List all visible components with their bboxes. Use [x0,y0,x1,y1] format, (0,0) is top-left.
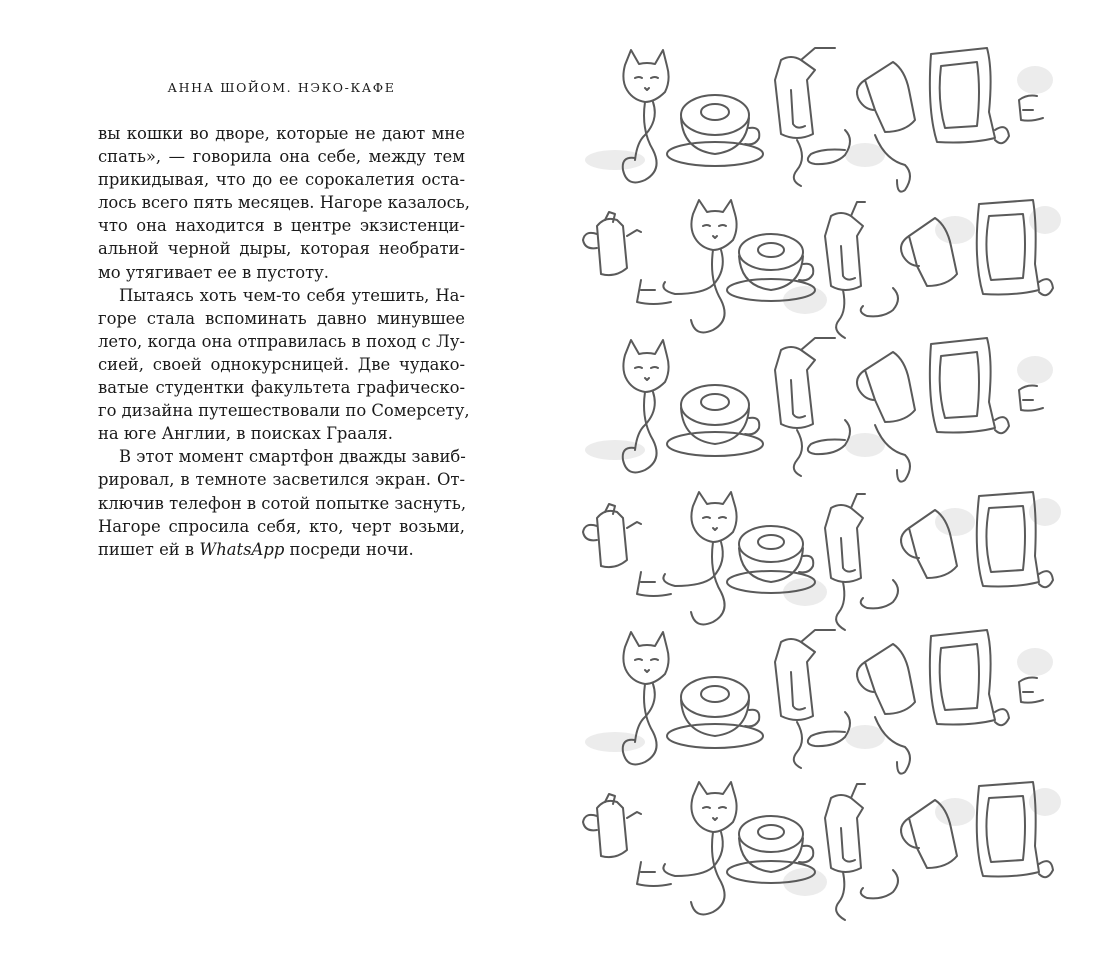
app-name: WhatsApp [199,539,285,559]
text-line: прикидывая, что до ее сорокалетия оста- [98,170,465,190]
text-line: сией, своей однокурсницей. Две чудако- [98,354,465,374]
text-line: ватые студентки факультета графическо- [98,378,465,398]
text-line: на юге Англии, в поисках Грааля. [98,424,393,444]
pattern-row [575,190,1085,340]
text-line: лето, когда она отправилась в поход с Лу- [98,331,465,351]
body-text [98,122,470,561]
text-line: Нагоре спросила себя, кто, черт возьми, [98,516,465,536]
right-page-illustration [575,30,1085,930]
pattern-row [575,482,1085,632]
text-line: рировал, в темноте засветился экран. От- [98,470,465,490]
text-line [98,538,465,561]
text-line: го дизайна путешествовали по Сомерсету, [98,401,470,421]
pattern-row [575,40,1085,190]
text-line: что она находится в центре экзистенци- [98,216,465,236]
text-line: альной черной дыры, которая необрати- [98,239,465,259]
text-line: спать», — говорила она себе, между тем [98,147,465,167]
text-line: вы кошки во дворе, которые не дают мне [98,124,465,143]
text-line: Пытаясь хоть чем-то себя утешить, На- [119,285,465,305]
text-line: лось всего пять месяцев. Нагоре казалось, [98,193,470,213]
pattern-row [575,772,1085,922]
text-fragment: пишет ей в [98,539,200,559]
paragraph-3 [98,445,465,560]
text-line: горе стала вспоминать давно минувшее [98,308,465,328]
text-fragment: посреди ночи. [284,539,414,559]
pattern-row [575,622,1085,772]
paragraph-2 [98,284,470,446]
text-line: мо утягивает ее в пустоту. [98,262,330,282]
text-line: В этот момент смартфон дважды завиб- [119,447,466,467]
pattern-row [575,330,1085,480]
paragraph-1 [98,122,470,284]
running-head: АННА ШОЙОМ. НЭКО-КАФЕ [167,80,396,95]
text-line: ключив телефон в сотой попытке заснуть, [98,493,467,513]
